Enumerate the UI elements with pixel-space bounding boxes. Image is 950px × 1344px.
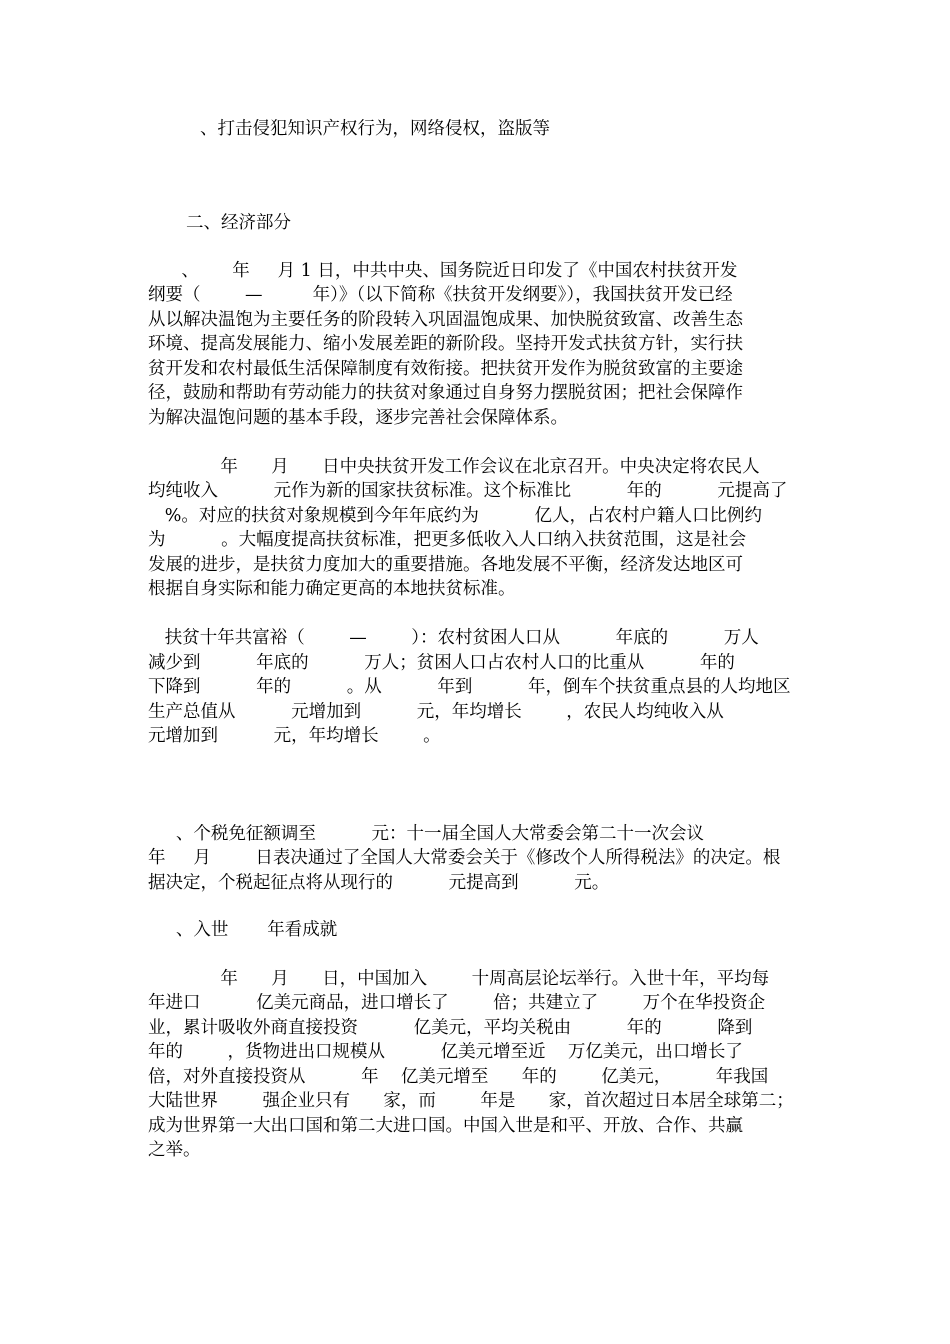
- paragraph-line: 年的 ，货物进出口规模从 亿美元增至近 万亿美元，出口增长了: [148, 1042, 743, 1062]
- paragraph-line: 均纯收入 元作为新的国家扶贫标准。这个标准比 年的 元提高了: [148, 481, 788, 501]
- paragraph-line: 、 年 月 1 日，中共中央、国务院近日印发了《中国农村扶贫开发: [148, 261, 738, 281]
- paragraph-line: 从以解决温饱为主要任务的阶段转入巩固温饱成果、加快脱贫致富、改善生态: [148, 310, 743, 330]
- paragraph-line: 据决定，个税起征点将从现行的 元提高到 元。: [148, 873, 610, 893]
- paragraph-line: 之举。: [148, 1140, 201, 1160]
- paragraph-line: 年 月 日，中国加入 十周高层论坛举行。入世十年，平均每: [148, 969, 770, 989]
- paragraph-line: 、个税免征额调至 元：十一届全国人大常委会第二十一次会议: [148, 824, 704, 844]
- paragraph-line: 减少到 年底的 万人；贫困人口占农村人口的比重从 年的: [148, 653, 735, 673]
- wto-heading: 、入世 年看成就: [148, 920, 338, 940]
- paragraph-line: 元增加到 元，年均增长 。: [148, 726, 441, 746]
- paragraph-line: 为 。大幅度提高扶贫标准，把更多低收入人口纳入扶贫范围，这是社会: [148, 530, 747, 550]
- paragraph-line: 年 月 日中央扶贫开发工作会议在北京召开。中央决定将农民人: [148, 457, 760, 477]
- paragraph-line: 贫开发和农村最低生活保障制度有效衔接。把扶贫开发作为脱贫致富的主要途: [148, 359, 743, 379]
- paragraph-line: 为解决温饱问题的基本手段，逐步完善社会保障体系。: [148, 408, 568, 428]
- paragraph-line: 倍，对外直接投资从 年 亿美元增至 年的 亿美元， 年我国: [148, 1067, 769, 1087]
- paragraph-line: 成为世界第一大出口国和第二大进口国。中国入世是和平、开放、合作、共赢: [148, 1116, 743, 1136]
- paragraph-line: 业，累计吸收外商直接投资 亿美元，平均关税由 年的 降到: [148, 1018, 753, 1038]
- paragraph-line: 生产总值从 元增加到 元，年均增长 ，农民人均纯收入从: [148, 702, 724, 722]
- paragraph-line: 纲要（ — 年）》（以下简称《扶贫开发纲要》），我国扶贫开发已经: [148, 285, 733, 305]
- paragraph-line: 年 月 日表决通过了全国人大常委会关于《修改个人所得税法》的决定。根: [148, 848, 781, 868]
- paragraph-line: 年进口 亿美元商品，进口增长了 倍；共建立了 万个在华投资企: [148, 993, 766, 1013]
- paragraph-line: 下降到 年的 。从 年到 年，倒车个扶贫重点县的人均地区: [148, 677, 791, 697]
- paragraph-line: %。对应的扶贫对象规模到今年年底约为 亿人，占农村户籍人口比例约: [148, 506, 762, 526]
- paragraph-line: 大陆世界 强企业只有 家，而 年是 家，首次超过日本居全球第二；: [148, 1091, 794, 1111]
- paragraph-line: 扶贫十年共富裕（ — ）：农村贫困人口从 年底的 万人: [148, 628, 759, 648]
- section-heading-economy: 二、经济部分: [186, 213, 291, 233]
- ip-item-line: 、打击侵犯知识产权行为，网络侵权，盗版等: [200, 119, 550, 139]
- paragraph-line: 根据自身实际和能力确定更高的本地扶贫标准。: [148, 579, 516, 599]
- paragraph-line: 发展的进步，是扶贫力度加大的重要措施。各地发展不平衡，经济发达地区可: [148, 555, 743, 575]
- paragraph-line: 径，鼓励和帮助有劳动能力的扶贫对象通过自身努力摆脱贫困；把社会保障作: [148, 383, 743, 403]
- paragraph-line: 环境、提高发展能力、缩小发展差距的新阶段。坚持开发式扶贫方针，实行扶: [148, 334, 743, 354]
